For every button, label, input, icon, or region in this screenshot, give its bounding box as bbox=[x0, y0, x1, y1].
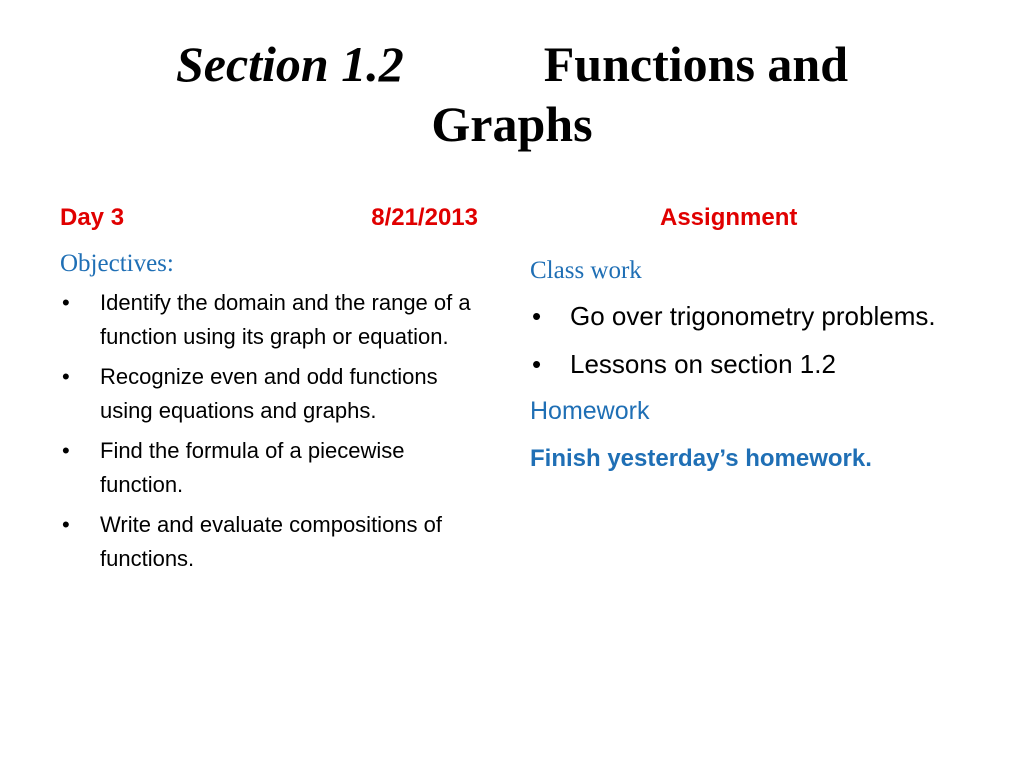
objectives-label: Objectives: bbox=[60, 250, 174, 277]
classwork-text: Go over trigonometry problems. bbox=[570, 301, 936, 331]
list-item bbox=[60, 508, 490, 576]
objective-text: Recognize even and odd functions using equations and graphs. bbox=[100, 364, 438, 423]
bullet-icon: • bbox=[62, 438, 70, 463]
list-item bbox=[530, 345, 970, 384]
list-item bbox=[530, 297, 970, 336]
bullet-icon: • bbox=[62, 512, 70, 537]
objectives-list bbox=[60, 286, 490, 576]
objectives-column bbox=[60, 200, 490, 576]
title-topic-line1: Functions and bbox=[543, 36, 849, 92]
assignment-column bbox=[530, 200, 970, 478]
slide-title bbox=[60, 34, 964, 154]
day-label: Day 3 bbox=[60, 204, 125, 231]
list-item bbox=[60, 286, 490, 354]
objective-text: Identify the domain and the range of a function using its graph or equation. bbox=[100, 290, 471, 349]
bullet-icon: • bbox=[532, 301, 542, 331]
title-topic-line2: Graphs bbox=[431, 96, 593, 152]
date-label: 8/21/2013 bbox=[371, 204, 478, 231]
classwork-label: Class work bbox=[530, 257, 642, 284]
classwork-list bbox=[530, 297, 970, 384]
bullet-icon: • bbox=[62, 364, 70, 389]
assignment-heading: Assignment bbox=[660, 204, 798, 231]
homework-label: Homework bbox=[530, 397, 650, 425]
classwork-text: Lessons on section 1.2 bbox=[570, 349, 836, 379]
homework-text: Finish yesterday’s homework. bbox=[530, 445, 872, 472]
objective-text: Find the formula of a piecewise function. bbox=[100, 438, 405, 497]
bullet-icon: • bbox=[532, 349, 542, 379]
list-item bbox=[60, 434, 490, 502]
title-section: Section 1.2 bbox=[175, 36, 404, 92]
bullet-icon: • bbox=[62, 290, 70, 315]
left-column-heading bbox=[60, 200, 490, 236]
list-item bbox=[60, 360, 490, 428]
objective-text: Write and evaluate compositions of functions. bbox=[100, 512, 442, 571]
